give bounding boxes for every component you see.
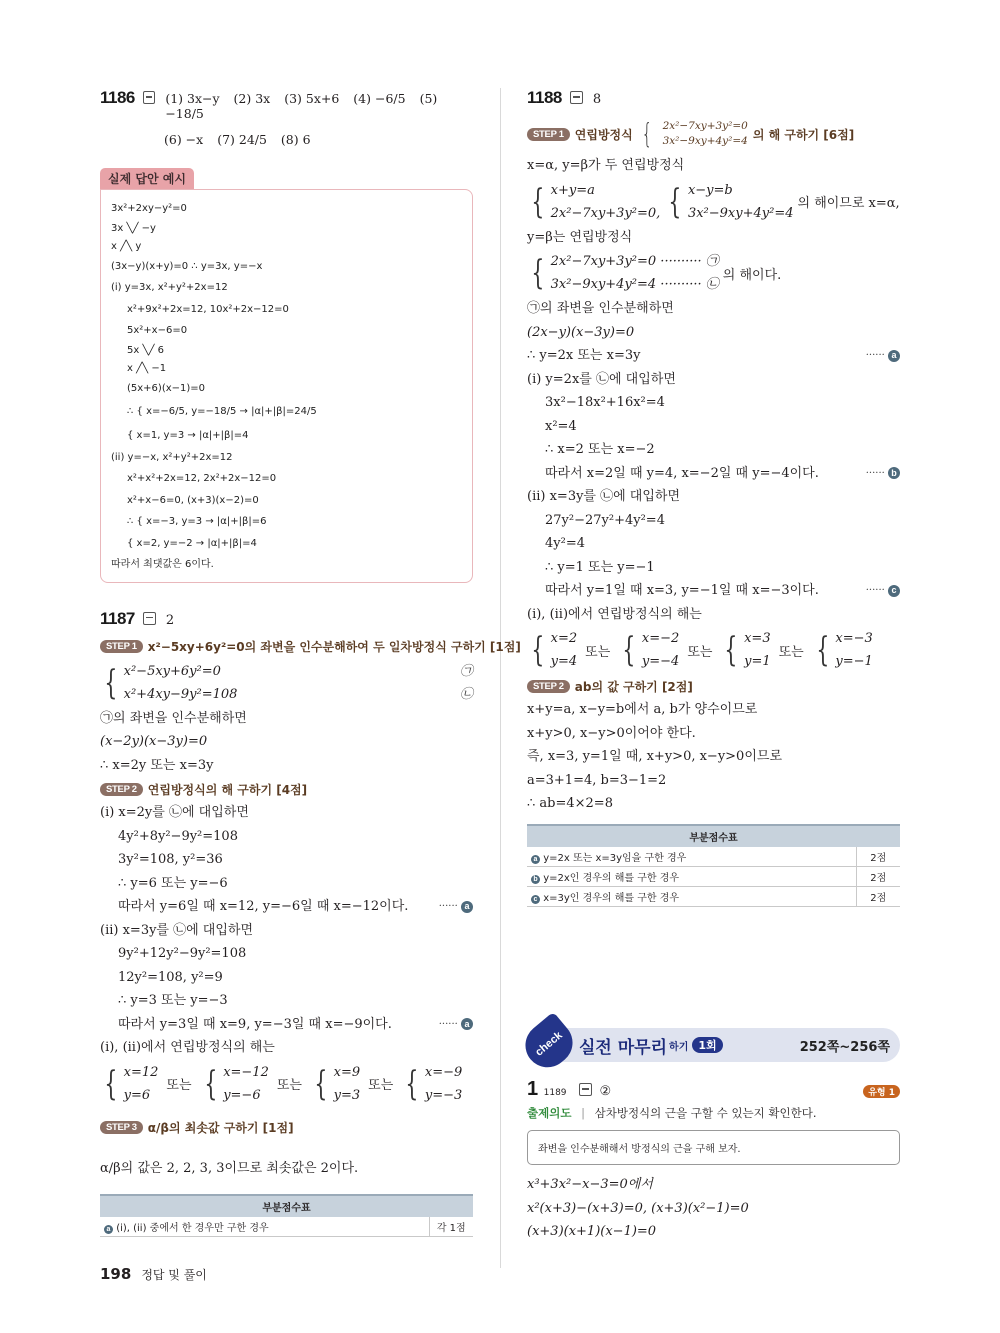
case-heading: (ii) x=3y를 ㉡에 대입하면	[100, 922, 254, 938]
step-2-heading	[100, 777, 473, 801]
score-desc: x=3y인 경우의 해를 구한 경우	[543, 892, 680, 904]
cross-factor-line: x ╱╲ −1	[127, 362, 167, 374]
or-word: 또는	[687, 644, 713, 660]
solution-set: { x=2 y=4 또는 { x=−2 y=−4 또는 { x=3 y=1 또는 { x=−3 y=−1	[527, 626, 900, 674]
or-word: 또는	[585, 644, 611, 660]
step-badge: STEP 2	[100, 783, 143, 796]
solution-line: a=3+1=4, b=3−1=2	[527, 772, 667, 788]
solution-line: ∴ x=2 또는 x=−2	[545, 442, 655, 457]
step-badge: STEP 1	[100, 640, 143, 653]
score-points: 2점	[856, 886, 900, 906]
answer-icon	[579, 1083, 592, 1096]
problem-number: 1186	[100, 88, 135, 107]
problem-number: 1188	[527, 88, 562, 107]
example-line: 3x²+2xy−y²=0	[111, 203, 187, 214]
table-row	[527, 847, 900, 867]
column-divider	[500, 88, 501, 1268]
answer-item: (3) 5x+6	[284, 91, 340, 106]
solution-line: 따라서 x=2일 때 y=4, x=−2일 때 y=−4이다.	[545, 465, 819, 481]
step-badge: STEP 3	[100, 1121, 143, 1134]
solution-y: y=−1	[835, 654, 873, 669]
step-1-heading: STEP 1 연립방정식 { 2x²−7xy+3y²=0 3x²−9xy+4y²=4 의 해 구하기 [6점]	[527, 114, 900, 154]
solution-y: y=4	[550, 654, 578, 669]
answer-item: (1) 3x−y	[165, 91, 220, 106]
table-row	[100, 1217, 473, 1237]
step-title: x²−5xy+6y²=0의 좌변을 인수분해하여 두 일차방정식 구하기 [1점]	[147, 640, 521, 654]
solution-y: y=1	[744, 654, 771, 669]
score-mark-b: b	[531, 875, 540, 884]
example-line: { x=1, y=3 → |α|+|β|=4	[127, 430, 249, 441]
example-line: x²+x−6=0, (x+3)(x−2)=0	[127, 494, 259, 506]
step-3-heading	[100, 1116, 473, 1140]
solution-line: (i), (ii)에서 연립방정식의 해는	[527, 606, 702, 622]
score-mark-a: a	[461, 1018, 473, 1030]
equation: x+y=a	[550, 182, 595, 198]
conclusion-line: α/β의 값은 2, 2, 3, 3이므로 최솟값은 2이다.	[100, 1160, 359, 1176]
cross-factor-line: 3x ╲╱ −y	[111, 222, 156, 234]
equation: 3x²−9xy+4y²=4	[687, 205, 794, 221]
solution-line: 9y²+12y²−9y²=108	[118, 946, 247, 961]
intent-line	[527, 1102, 900, 1124]
solution-y: y=−4	[641, 654, 680, 669]
solution-line: ∴ y=1 또는 y=−1	[545, 559, 655, 575]
step-badge: STEP 2	[527, 680, 570, 693]
equation: 2x²−7xy+3y²=0 ·········· ㉠	[550, 254, 719, 269]
problem-1187: 1187 2 STEP 1 x²−5xy+6y²=0의 좌변을 인수분해하여 두 일차방정식 구하기 [1점] { x²−5xy+6y²=0 ㉠ x²+4xy−9y²=108 ㉡ ㉠의 좌변을 인수분해하면 (x−2y)(x−3y)=0 ∴ x=2y 또는 x=3y STEP 2 연립방정식의 해 구하기 [4점] (i) x=2y를 ㉡에 대입하면 4y²+8y²−9y²=108 3y²=108, y²=36 ∴ y=6 또는 y=−6 따라서 y=6일 때 x=12, y=−6일 때 x=−12이다. ······ a (ii) x=3y를 ㉡에 대입하면 9y²+12y²−9y²=108 12y²=108, y²=9 ∴ y=3 또는 y=−3 따라서 y=3일 때 x=9, y=−3일 때 x=−9이다. ······ a (i), (ii)에서 연립방정식의 해는 { x=12 y=6 또는 { x=−12 y=−6 또는 { x=9 y=3 또는 { x=−9 y=−3 STEP 3 α/β의 최솟값 구하기 [1점] α/β의 값은 2, 2, 3, 3이므로 최솟값은 2이다. 부분점수표 a (i), (ii) 중에서 한 경우만 구한 경우 각 1점	[100, 609, 473, 1237]
example-line: 5x²+x−6=0	[127, 325, 188, 336]
equation: 3x²−9xy+4y²=4 ·········· ㉡	[550, 277, 719, 292]
type-badge: 유형 1	[863, 1085, 900, 1098]
answer-list-row2	[100, 118, 473, 162]
cross-factor-line: x ╱╲ y	[111, 240, 142, 252]
solution-x: x=12	[123, 1064, 159, 1080]
solution-line: y=β는 연립방정식	[527, 229, 633, 245]
problem-number: 1187	[100, 608, 135, 628]
check-banner	[527, 1028, 900, 1062]
solution-line: 따라서 y=3일 때 x=9, y=−3일 때 x=−9이다.	[118, 1016, 392, 1032]
check-tag-icon	[516, 1012, 581, 1077]
example-answer-box	[100, 189, 473, 583]
solution-x: x=9	[333, 1064, 361, 1080]
answer-list-row1	[165, 91, 473, 121]
or-word: 또는	[166, 1078, 192, 1093]
page-number: 198	[100, 1265, 132, 1283]
solution-line: (x−2y)(x−3y)=0	[100, 734, 208, 749]
solution-line: 따라서 y=1일 때 x=3, y=−1일 때 x=−3이다.	[545, 583, 819, 598]
solution-line: 12y²=108, y²=9	[118, 969, 223, 985]
example-line: (5x+6)(x−1)=0	[127, 382, 206, 394]
solution-line: 3y²=108, y²=36	[118, 852, 223, 867]
problem-1186	[100, 88, 473, 583]
solution-line: ㉠의 좌변을 인수분해하면	[100, 710, 247, 726]
answer-icon	[143, 612, 156, 625]
solution-set: { x=12 y=6 또는 { x=−12 y=−6 또는 { x=9 y=3 또는 { x=−9 y=−3	[100, 1060, 473, 1108]
or-word: 또는	[778, 644, 804, 660]
step-title: ab의 값 구하기 [2점]	[574, 679, 693, 694]
solution-x: x=−2	[641, 631, 680, 646]
example-answer-tab: 실제 답안 예시	[100, 168, 194, 189]
solution-line: x³+3x²−x−3=0에서	[527, 1177, 653, 1192]
score-table-header: 부분점수표	[100, 1195, 473, 1217]
solution-x: x=−12	[223, 1064, 269, 1080]
example-line: (ii) y=−x, x²+y²+2x=12	[111, 451, 233, 463]
score-desc: (i), (ii) 중에서 한 경우만 구한 경우	[116, 1222, 269, 1234]
solution-line: x²(x+3)−(x+3)=0, (x+3)(x²−1)=0	[527, 1200, 749, 1216]
intent-label: 출제의도	[527, 1106, 572, 1120]
answer-icon	[143, 91, 155, 104]
solution-line: (x+3)(x+1)(x−1)=0	[527, 1224, 657, 1239]
solution-x: x=−3	[835, 631, 873, 646]
table-row	[527, 866, 900, 886]
solution-line: x+y=a, x−y=b에서 a, b가 양수이므로	[527, 702, 758, 717]
score-desc: y=2x인 경우의 해를 구한 경우	[543, 872, 680, 884]
solution-y: y=−6	[223, 1087, 261, 1103]
solution-line: 따라서 y=6일 때 x=12, y=−6일 때 x=−12이다.	[118, 899, 409, 914]
solution-line: x=α, y=β가 두 연립방정식	[527, 158, 685, 173]
solution-y: y=−3	[424, 1087, 463, 1103]
problem-number: 1189	[543, 1088, 567, 1098]
score-mark-a: a	[888, 350, 900, 362]
equation: 2x²−7xy+3y²=0,	[550, 205, 661, 221]
equation: 3x²−9xy+4y²=4	[662, 135, 748, 147]
problem-1189	[527, 1078, 900, 1244]
or-word: 또는	[368, 1078, 394, 1093]
answer-value: 2	[165, 612, 175, 628]
solution-y: y=6	[123, 1087, 151, 1103]
example-line: ∴ { x=−3, y=3 → |α|+|β|=6	[127, 516, 267, 527]
solution-line: 4y²=4	[545, 536, 585, 551]
problem-index: 1	[527, 1078, 538, 1100]
score-desc: y=2x 또는 x=3y임을 구한 경우	[543, 852, 687, 864]
solution-text: 의 해이므로 x=α,	[797, 196, 900, 211]
score-mark-c: c	[531, 895, 540, 904]
solution-line: ∴ x=2y 또는 x=3y	[100, 757, 214, 773]
example-conclusion: 따라서 최댓값은 6이다.	[111, 559, 214, 570]
partial-score-table	[527, 824, 900, 907]
solution-x: x=−9	[424, 1064, 463, 1080]
answer-item: (7) 24/5	[217, 132, 267, 147]
solution-line: ∴ ab=4×2=8	[527, 796, 613, 811]
partial-score-table	[100, 1194, 473, 1237]
problem-1188: 1188 8 STEP 1 연립방정식 { 2x²−7xy+3y²=0 3x²−9xy+4y²=4 의 해 구하기 [6점] x=α, y=β가 두 연립방정식 { x+y=a 2x²−7xy+3y²=0, { x−y=b 3x²−9xy+4y²=4 의 해이므로 x=α, y=β는 연립방정식 { 2x²−7xy+3y²=0 ·········· ㉠ 3x²−9xy+4y²=4 ·········· ㉡ 의 해이다. ㉠의 좌변을 인수분해하면 (2x−y)(x−3y)=0 ∴ y=2x 또는 x=3y ······ a (i) y=2x를 ㉡에 대입하면 3x²−18x²+16x²=4 x²=4 ∴ x=2 또는 x=−2 따라서 x=2일 때 y=4, x=−2일 때 y=−4이다. ······ b (ii) x=3y를 ㉡에 대입하면 27y²−27y²+4y²=4 4y²=4 ∴ y=1 또는 y=−1 따라서 y=1일 때 x=3, y=−1일 때 x=−3이다. ······ c (i), (ii)에서 연립방정식의 해는 { x=2 y=4 또는 { x=−2 y=−4 또는 { x=3 y=1 또는 { x=−3 y=−1 STEP 2 ab의 값 구하기 [2점] x+y=a, x−y=b에서 a, b가 양수이므로 x+y>0, x−y>0이어야 한다. 즉, x=3, y=1일 때, x+y>0, x−y>0이므로 a=3+1=4, b=3−1=2 ∴ ab=4×2=8 부분점수표 a y=2x 또는 x=3y임을 구한 경우 2점 b y=2x인 경우의 해를 구한 경우 2점 c x=3y인 경우의 해를 구한 경우 2점	[527, 88, 900, 907]
solution-line: (2x−y)(x−3y)=0	[527, 324, 635, 340]
cross-factor-line: 5x ╲╱ 6	[127, 344, 165, 356]
footer-label: 정답 및 풀이	[141, 1268, 207, 1282]
circled-label-giyeok: ㉠	[459, 663, 473, 679]
equation: x²−5xy+6y²=0	[123, 663, 221, 679]
solution-text: 의 해이다.	[722, 267, 782, 283]
step-title: α/β의 최솟값 구하기 [1점]	[147, 1121, 294, 1135]
step-1-heading	[100, 635, 521, 659]
answer-item: (6) −x	[164, 132, 204, 147]
solution-x: x=2	[550, 631, 578, 646]
score-mark-a: a	[461, 901, 473, 913]
solution-line: 4y²+8y²−9y²=108	[118, 828, 238, 844]
example-line: (3x−y)(x+y)=0 ∴ y=3x, y=−x	[111, 260, 263, 272]
example-line: { x=2, y=−2 → |α|+|β|=4	[127, 537, 257, 549]
example-line: ∴ { x=−6/5, y=−18/5 → |α|+|β|=24/5	[127, 406, 317, 417]
left-column	[100, 88, 521, 1237]
solution-line: (i), (ii)에서 연립방정식의 해는	[100, 1040, 275, 1055]
answer-icon	[570, 91, 583, 104]
case-heading: (i) x=2y를 ㉡에 대입하면	[100, 805, 249, 820]
intent-text: 삼차방정식의 근을 구할 수 있는지 확인한다.	[594, 1106, 817, 1120]
equation-system	[100, 659, 473, 707]
answer-value: ②	[599, 1084, 612, 1099]
step-title-prefix: 연립방정식	[574, 127, 633, 142]
solution-line: x+y>0, x−y>0이어야 한다.	[527, 725, 696, 741]
solution-line: 3x²−18x²+16x²=4	[545, 395, 665, 410]
brace-icon: {	[104, 662, 118, 703]
equation: x−y=b	[687, 182, 733, 198]
right-column	[527, 88, 900, 1239]
equation: x²+4xy−9y²=108	[123, 686, 238, 702]
circled-label-nieun: ㉡	[459, 686, 473, 702]
case-heading: (ii) x=3y를 ㉡에 대입하면	[527, 489, 681, 504]
score-mark-b: b	[888, 467, 900, 479]
score-mark-a: a	[531, 855, 540, 864]
score-points: 각 1점	[429, 1217, 473, 1237]
separator: |	[581, 1106, 585, 1120]
answer-item: (5) −18/5	[165, 91, 438, 121]
round-badge: 1회	[692, 1037, 722, 1053]
answer-value: 8	[592, 92, 602, 107]
check-section	[527, 1028, 900, 1244]
solution-line: 즉, x=3, y=1일 때, x+y>0, x−y>0이므로	[527, 749, 783, 764]
step-title: 연립방정식의 해 구하기 [4점]	[147, 782, 308, 797]
page-range: 252쪽~256쪽	[799, 1039, 890, 1055]
solution-y: y=3	[333, 1087, 361, 1103]
solution-line: ㉠의 좌변을 인수분해하면	[527, 301, 674, 316]
score-points: 2점	[856, 847, 900, 867]
solution-line: ∴ y=2x 또는 x=3y	[527, 348, 641, 363]
answer-item: (8) 6	[280, 132, 311, 147]
step-badge: STEP 1	[527, 128, 570, 141]
example-line: (i) y=3x, x²+y²+2x=12	[111, 282, 228, 293]
solution-line: 27y²−27y²+4y²=4	[545, 512, 665, 528]
solution-line: x²=4	[545, 418, 577, 434]
table-row	[527, 886, 900, 906]
score-table-header: 부분점수표	[527, 825, 900, 847]
equation-systems-ab: { x+y=a 2x²−7xy+3y²=0, { x−y=b 3x²−9xy+4y²=4 의 해이므로 x=α,	[527, 178, 900, 226]
equation-system: { 2x²−7xy+3y²=0 ·········· ㉠ 3x²−9xy+4y²=4 ·········· ㉡ 의 해이다.	[527, 249, 900, 297]
step-title-suffix: 의 해 구하기 [6점]	[752, 127, 855, 142]
case-heading: (i) y=2x를 ㉡에 대입하면	[527, 371, 676, 387]
answer-item: (2) 3x	[233, 91, 271, 106]
page-footer	[100, 1265, 207, 1283]
answer-item: (4) −6/5	[353, 91, 406, 106]
check-title-sub: 하기	[669, 1041, 689, 1053]
hint-box: 좌변을 인수분해해서 방정식의 근을 구해 보자.	[527, 1130, 900, 1165]
solution-x: x=3	[744, 631, 771, 646]
score-mark-c: c	[888, 585, 900, 597]
equation: 2x²−7xy+3y²=0	[662, 120, 748, 132]
score-mark-a: a	[104, 1225, 113, 1234]
solution-line: ∴ y=6 또는 y=−6	[118, 875, 228, 891]
check-tag-label: check	[533, 1029, 565, 1059]
step-2-heading	[527, 674, 900, 698]
score-points: 2점	[856, 866, 900, 886]
example-line: x²+9x²+2x=12, 10x²+2x−12=0	[127, 303, 289, 315]
solution-line: ∴ y=3 또는 y=−3	[118, 993, 228, 1008]
check-title: 실전 마무리	[579, 1037, 668, 1058]
example-line: x²+x²+2x=12, 2x²+2x−12=0	[127, 473, 277, 484]
or-word: 또는	[276, 1078, 302, 1093]
